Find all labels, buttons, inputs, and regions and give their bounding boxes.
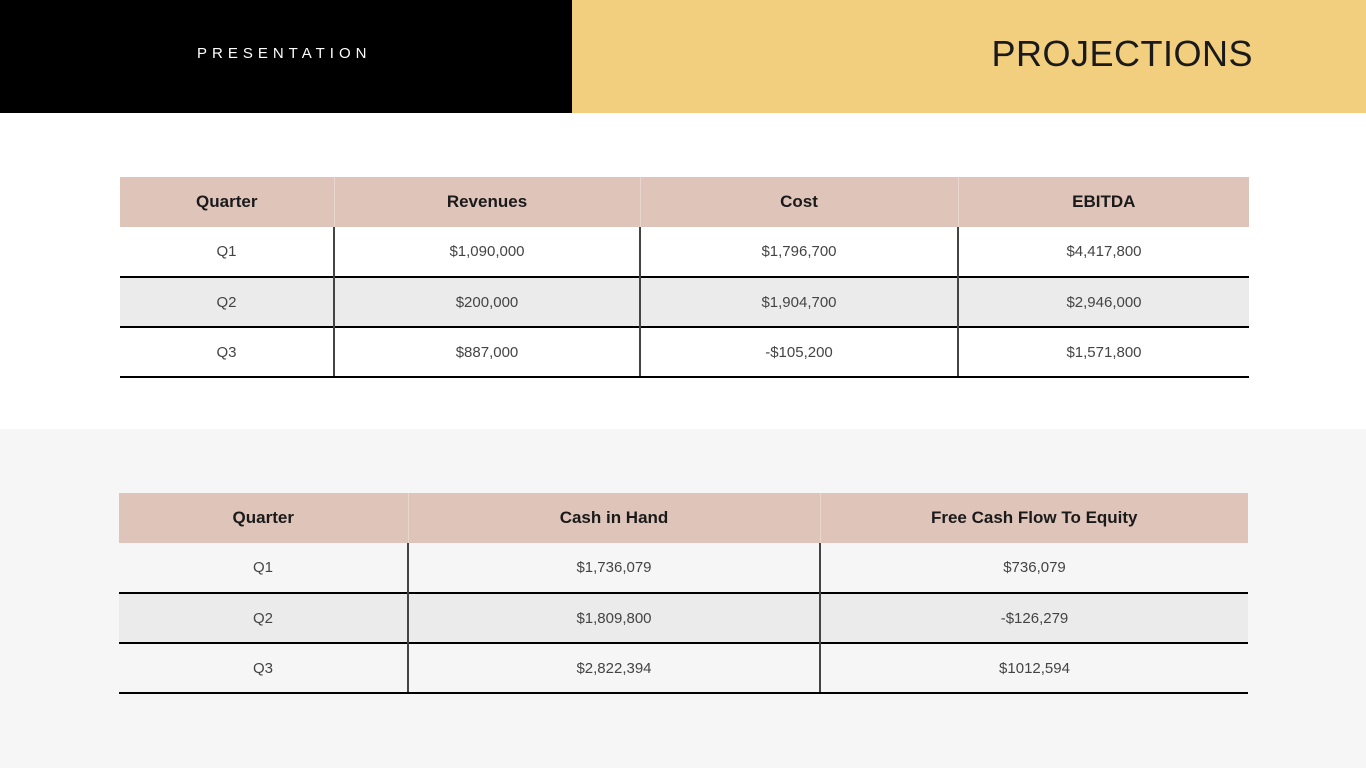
table-cell: $2,946,000 bbox=[958, 277, 1249, 327]
header-right-panel bbox=[572, 0, 1366, 113]
table-cell: $200,000 bbox=[334, 277, 640, 327]
table-row bbox=[119, 543, 1248, 593]
column-header: Cost bbox=[640, 177, 958, 227]
column-header: Quarter bbox=[120, 177, 334, 227]
table-cell: $4,417,800 bbox=[958, 227, 1249, 277]
table-cell: $1,904,700 bbox=[640, 277, 958, 327]
table-cell: $887,000 bbox=[334, 327, 640, 377]
table-cell: -$105,200 bbox=[640, 327, 958, 377]
table-cell: Q2 bbox=[119, 593, 408, 643]
table-header-row bbox=[119, 493, 1248, 543]
table-cell: $2,822,394 bbox=[408, 643, 820, 693]
table-cell: $1,796,700 bbox=[640, 227, 958, 277]
table-cell: $736,079 bbox=[820, 543, 1248, 593]
table-cell: Q1 bbox=[120, 227, 334, 277]
page-title: PROJECTIONS bbox=[991, 33, 1253, 74]
table-cell: Q2 bbox=[120, 277, 334, 327]
table-header-row bbox=[120, 177, 1249, 227]
table-row bbox=[120, 227, 1249, 277]
column-header: Free Cash Flow To Equity bbox=[820, 493, 1248, 543]
column-header: Cash in Hand bbox=[408, 493, 820, 543]
column-header: EBITDA bbox=[958, 177, 1249, 227]
table-cell: $1,090,000 bbox=[334, 227, 640, 277]
table-row bbox=[119, 593, 1248, 643]
table-cell: $1,736,079 bbox=[408, 543, 820, 593]
presentation-label: PRESENTATION bbox=[197, 45, 372, 62]
header-left-panel bbox=[0, 0, 572, 113]
table-cell: -$126,279 bbox=[820, 593, 1248, 643]
table-row bbox=[120, 277, 1249, 327]
projections-table bbox=[120, 177, 1249, 378]
table-cell: $1,809,800 bbox=[408, 593, 820, 643]
table-cell: $1,571,800 bbox=[958, 327, 1249, 377]
column-header: Revenues bbox=[334, 177, 640, 227]
table-row bbox=[120, 327, 1249, 377]
column-header: Quarter bbox=[119, 493, 408, 543]
table-cell: $1012,594 bbox=[820, 643, 1248, 693]
cash-flow-table bbox=[119, 493, 1248, 694]
table-cell: Q1 bbox=[119, 543, 408, 593]
table-cell: Q3 bbox=[120, 327, 334, 377]
table-cell: Q3 bbox=[119, 643, 408, 693]
table-row bbox=[119, 643, 1248, 693]
